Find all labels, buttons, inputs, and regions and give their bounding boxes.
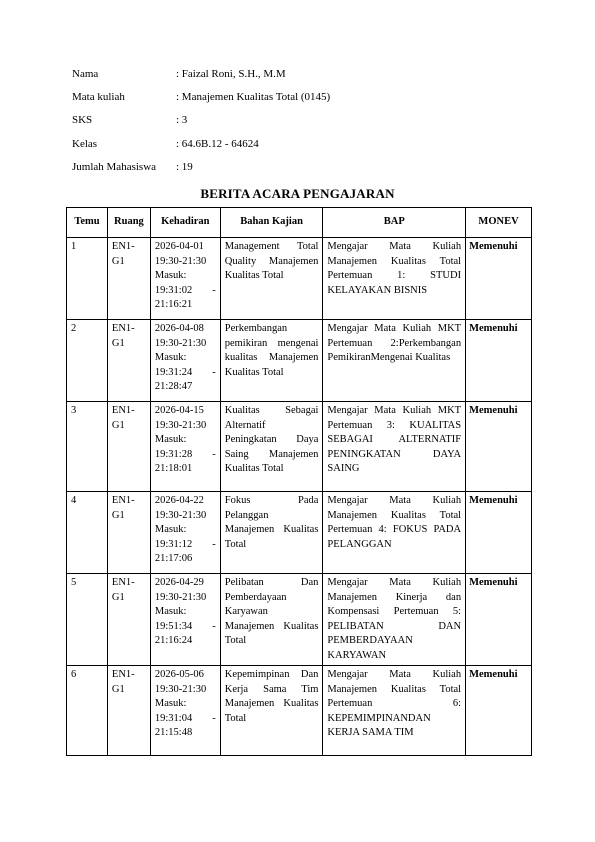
cell-kehadiran: 2026-05-06 19:30-21:30 Masuk: 19:31:04 - 21:15:48 (150, 666, 220, 756)
table-header-row (67, 208, 532, 238)
info-label: Jumlah Mahasiswa (72, 160, 157, 173)
table-row (67, 402, 532, 492)
cell-ruang: EN1-G1 (107, 666, 150, 756)
cell-monev: Memenuhi (466, 574, 532, 666)
cell-ruang: EN1-G1 (107, 492, 150, 574)
cell-bahan-kajian: Perkembangan pemikiran mengenai kualitas Manajemen Kualitas Total (220, 320, 323, 402)
header-kehadiran: Kehadiran (150, 208, 220, 238)
table-row (67, 666, 532, 756)
cell-temu: 5 (67, 574, 108, 666)
cell-monev: Memenuhi (466, 492, 532, 574)
cell-temu: 2 (67, 320, 108, 402)
table-row (67, 320, 532, 402)
info-value: : Manajemen Kualitas Total (0145) (176, 91, 331, 104)
cell-bahan-kajian: Kualitas Sebagai Alternatif Peningkatan Daya Saing Manajemen Kualitas Total (220, 402, 323, 492)
cell-ruang: EN1-G1 (107, 402, 150, 492)
info-label: Nama (72, 68, 99, 80)
cell-bap: Mengajar Mata Kuliah MKT Pertemuan 2:Perkembangan PemikiranMengenai Kualitas (323, 320, 466, 402)
cell-monev: Memenuhi (466, 666, 532, 756)
info-row-kelas (72, 138, 330, 161)
document-title: BERITA ACARA PENGAJARAN (200, 186, 395, 201)
cell-bap: Mengajar Mata Kuliah Manajemen Kualitas Total Pertemuan 1: STUDI KELAYAKAN BISNIS (323, 238, 466, 320)
info-row-mata-kuliah (72, 91, 330, 114)
info-value: : 64.6B.12 - 64624 (176, 137, 259, 150)
cell-ruang: EN1-G1 (107, 574, 150, 666)
cell-kehadiran: 2026-04-22 19:30-21:30 Masuk: 19:31:12 - 21:17:06 (150, 492, 220, 574)
table-row (67, 238, 532, 320)
info-label: Kelas (72, 137, 98, 150)
info-row-nama (72, 68, 330, 91)
header-ruang: Ruang (107, 208, 150, 238)
cell-temu: 6 (67, 666, 108, 756)
cell-kehadiran: 2026-04-15 19:30-21:30 Masuk: 19:31:28 - 21:18:01 (150, 402, 220, 492)
cell-kehadiran: 2026-04-01 19:30-21:30 Masuk: 19:31:02 - 21:16:21 (150, 238, 220, 320)
cell-monev: Memenuhi (466, 402, 532, 492)
cell-bap: Mengajar Mata Kuliah Manajemen Kualitas Total Pertemuan 6: KEPEMIMPINANDAN KERJA SAMA TIM (323, 666, 466, 756)
header-temu: Temu (67, 208, 108, 238)
cell-bahan-kajian: Pelibatan Dan Pemberdayaan Karyawan Manajemen Kualitas Total (220, 574, 323, 666)
cell-bap: Mengajar Mata Kuliah Manajemen Kinerja dan Kompensasi Pertemuan 5: PELIBATAN DAN PEMBERDAYAAN KARYAWAN (323, 574, 466, 666)
cell-monev: Memenuhi (466, 238, 532, 320)
header-monev: MONEV (466, 208, 532, 238)
info-value: : 3 (176, 114, 188, 127)
cell-temu: 3 (67, 402, 108, 492)
cell-monev: Memenuhi (466, 320, 532, 402)
info-value: : 19 (176, 160, 193, 173)
cell-bahan-kajian: Fokus Pada Pelanggan Manajemen Kualitas Total (220, 492, 323, 574)
info-label: SKS (72, 114, 93, 127)
cell-temu: 1 (67, 238, 108, 320)
table-row (67, 574, 532, 666)
info-row-jumlah-mahasiswa (72, 161, 330, 184)
teaching-record-table (66, 207, 532, 756)
info-label: Mata kuliah (72, 91, 125, 104)
course-info (72, 68, 330, 184)
cell-bap: Mengajar Mata Kuliah Manajemen Kualitas Total Pertemuan 4: FOKUS PADA PELANGGAN (323, 492, 466, 574)
header-bahan-kajian: Bahan Kajian (220, 208, 323, 238)
cell-kehadiran: 2026-04-08 19:30-21:30 Masuk: 19:31:24 - 21:28:47 (150, 320, 220, 402)
info-value: : Faizal Roni, S.H., M.M (176, 68, 286, 80)
cell-ruang: EN1-G1 (107, 320, 150, 402)
cell-ruang: EN1-G1 (107, 238, 150, 320)
header-bap: BAP (323, 208, 466, 238)
cell-bahan-kajian: Kepemimpinan Dan Kerja Sama Tim Manajemen Kualitas Total (220, 666, 323, 756)
cell-bahan-kajian: Management Total Quality Manajemen Kualitas Total (220, 238, 323, 320)
table-row (67, 492, 532, 574)
cell-temu: 4 (67, 492, 108, 574)
cell-bap: Mengajar Mata Kuliah MKT Pertemuan 3: KUALITAS SEBAGAI ALTERNATIF PENINGKATAN DAYA SAING (323, 402, 466, 492)
info-row-sks (72, 114, 330, 137)
cell-kehadiran: 2026-04-29 19:30-21:30 Masuk: 19:51:34 - 21:16:24 (150, 574, 220, 666)
